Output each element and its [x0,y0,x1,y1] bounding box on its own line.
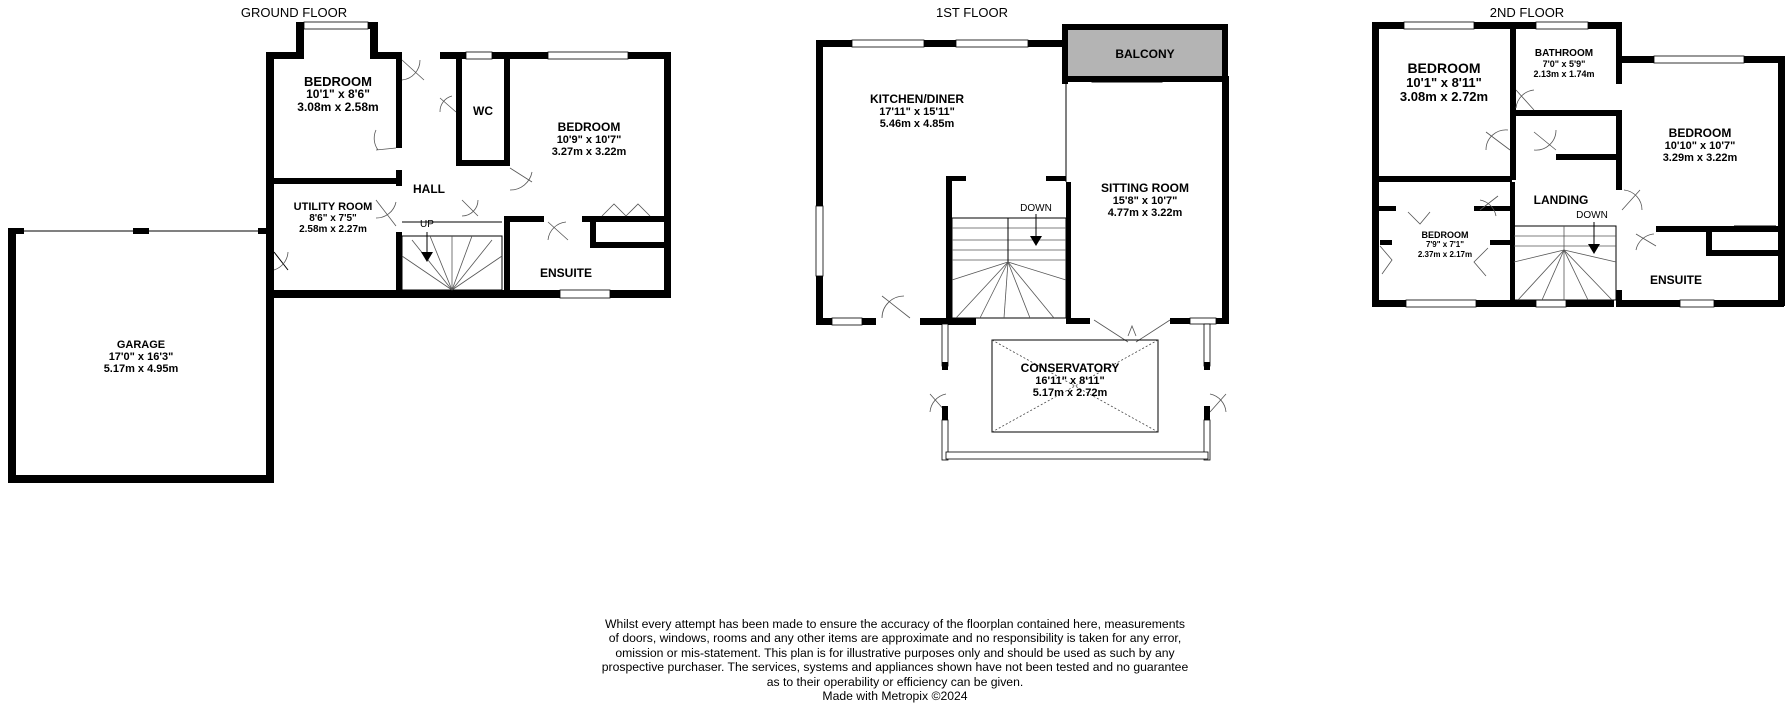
svg-text:2.58m x 2.27m: 2.58m x 2.27m [299,224,367,235]
svg-text:10'10" x 10'7": 10'10" x 10'7" [1664,140,1736,152]
room-label-wc: WC [473,104,493,118]
ground-floor [8,5,671,483]
svg-text:8'6" x 7'5": 8'6" x 7'5" [309,213,357,224]
svg-text:10'1" x 8'11": 10'1" x 8'11" [1406,75,1482,90]
disclaimer [560,617,1230,703]
ground-floor-title: GROUND FLOOR [240,5,348,20]
ground-main-walls [266,22,671,298]
svg-text:BEDROOM: BEDROOM [304,74,372,89]
svg-text:SITTING ROOM: SITTING ROOM [1101,181,1189,195]
room-label-balcony: BALCONY [1115,47,1175,61]
room-label-second-bedroom-3 [1418,230,1472,259]
room-label-kitchen-diner [870,92,964,130]
svg-text:BEDROOM: BEDROOM [1668,126,1732,140]
svg-text:5.17m x 2.72m: 5.17m x 2.72m [1032,387,1108,399]
disclaimer-line: prospective purchaser. The services, systems and appliances shown have not been tested and no guarantee [601,660,1189,675]
room-label-second-bedroom [1400,60,1488,104]
room-label-bathroom [1533,48,1594,79]
ground-stairs-label: UP [420,219,434,230]
room-label-sitting-room [1101,181,1189,219]
svg-text:7'9" x 7'1": 7'9" x 7'1" [1425,240,1465,249]
second-floor-title: 2ND FLOOR [1489,5,1565,20]
room-label-utility-room [294,201,373,235]
svg-text:7'0" x 5'9": 7'0" x 5'9" [1542,59,1586,69]
first-floor-stairs-label: DOWN [1020,203,1052,214]
svg-text:10'9" x 10'7": 10'9" x 10'7" [556,134,622,146]
room-label-conservatory [1021,361,1120,399]
first-floor [816,5,1229,460]
svg-text:CONSERVATORY: CONSERVATORY [1020,361,1120,375]
svg-text:5.46m x 4.85m: 5.46m x 4.85m [879,118,955,130]
svg-text:2.37m x 2.17m: 2.37m x 2.17m [1417,250,1473,259]
disclaimer-line: omission or mis-statement. This plan is for illustrative purposes only and should be used as such by any [615,645,1175,660]
room-label-landing: LANDING [1533,193,1589,207]
first-floor-stairs [952,203,1066,318]
svg-text:BATHROOM: BATHROOM [1534,48,1594,59]
disclaimer-line: Whilst every attempt has been made to ensure the accuracy of the floorplan contained here, measurements [605,617,1185,631]
svg-text:15'8" x 10'7": 15'8" x 10'7" [1112,195,1178,207]
svg-text:UTILITY ROOM: UTILITY ROOM [293,201,373,213]
disclaimer-line: as to their operability or efficiency can be given. [766,674,1024,689]
first-floor-kitchen-door [882,296,910,318]
room-label-hall: HALL [413,182,445,196]
svg-text:BEDROOM: BEDROOM [1407,60,1481,76]
first-floor-conservatory-door [1094,320,1170,342]
svg-text:3.27m x 3.22m: 3.27m x 3.22m [551,146,627,158]
second-floor-stairs-label: DOWN [1576,210,1608,221]
svg-text:17'0" x 16'3": 17'0" x 16'3" [108,351,174,363]
svg-text:5.17m x 4.95m: 5.17m x 4.95m [103,363,179,375]
svg-text:GARAGE: GARAGE [116,339,166,351]
svg-text:KITCHEN/DINER: KITCHEN/DINER [869,92,965,106]
room-label-second-bedroom-2 [1663,126,1738,164]
ground-stairs [402,219,502,290]
svg-text:BEDROOM: BEDROOM [1421,230,1469,240]
room-label-ground-bedroom-2 [552,120,627,158]
disclaimer-line: of doors, windows, rooms and any other items are approximate and no responsibility is taken for any error, [608,631,1182,646]
svg-text:BEDROOM: BEDROOM [557,120,621,134]
svg-text:16'11" x 8'11": 16'11" x 8'11" [1035,375,1105,387]
svg-text:3.08m x 2.58m: 3.08m x 2.58m [297,100,379,114]
room-label-garage [104,339,179,375]
second-floor-doors [1380,90,1656,276]
svg-text:10'1" x 8'6": 10'1" x 8'6" [306,87,370,101]
room-label-second-ensuite: ENSUITE [1649,273,1703,287]
second-floor [1372,5,1785,307]
first-floor-title: 1ST FLOOR [935,5,1009,20]
svg-text:3.29m x 3.22m: 3.29m x 3.22m [1662,152,1738,164]
room-label-ground-bedroom [297,74,378,114]
svg-text:2.13m x 1.74m: 2.13m x 1.74m [1533,69,1595,79]
svg-text:4.77m x 3.22m: 4.77m x 3.22m [1107,207,1183,219]
svg-text:17'11" x 15'11": 17'11" x 15'11" [879,106,955,118]
metropix-credit: Made with Metropix ©2024 [822,689,968,704]
room-label-ground-ensuite: ENSUITE [539,266,593,280]
second-floor-stairs [1514,210,1616,300]
svg-text:3.08m x 2.72m: 3.08m x 2.72m [1399,89,1489,104]
